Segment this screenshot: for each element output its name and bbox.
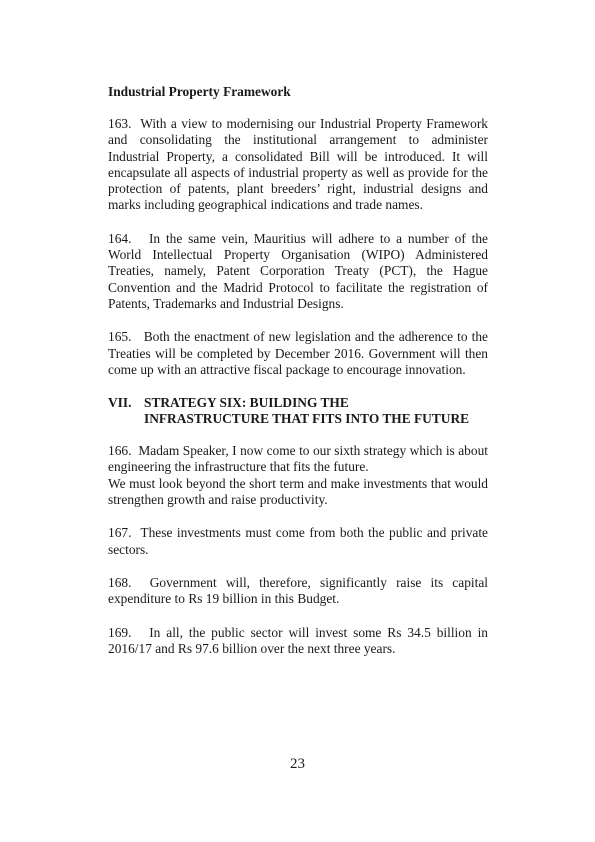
paragraph-168 [108, 575, 488, 608]
paragraph-number: 164. [108, 230, 132, 246]
paragraph-164 [108, 231, 488, 312]
chapter-title-line: INFRASTRUCTURE THAT FITS INTO THE FUTURE [144, 411, 470, 427]
paragraph-169 [108, 625, 488, 658]
paragraph-number: 167. [108, 525, 132, 541]
paragraph-number: 163. [108, 116, 132, 131]
paragraph-number: 169. [108, 624, 132, 640]
chapter-numeral: VII. [108, 395, 132, 411]
paragraph-text: We must look beyond the short term and make investments that would strengthen growth and raise productivity. [108, 475, 488, 508]
paragraph-text: Both the enactment of new legislation and the adherence to the Treaties will be completed by December 2016. Government will then come up with an attractive fiscal package to encourage innovation. [108, 329, 488, 377]
paragraph-167 [108, 525, 488, 558]
paragraph-text: These investments must come from both the public and private sectors. [108, 525, 488, 557]
paragraph-text: Government will, therefore, significantly raise its capital expenditure to Rs 19 billion in this Budget. [108, 574, 488, 607]
paragraph-text: With a view to modernising our Industrial Property Framework and consolidating the institutional arrangement to administer Industrial Property, a consolidated Bill will be introduced. It will encapsulate all aspects of industrial property as well as provide for the protection of patents, plant breeders’ right, industrial designs and marks including geographical indications and trade names. [108, 116, 488, 213]
paragraph-166 [108, 443, 488, 508]
paragraph-text: In all, the public sector will invest some Rs 34.5 billion in 2016/17 and Rs 97.6 billion over the next three years. [108, 624, 488, 656]
document-body [108, 84, 488, 674]
chapter-heading [108, 395, 488, 427]
paragraph-text: In the same vein, Mauritius will adhere to a number of the World Intellectual Property Organisation (WIPO) Administered Treaties, namely, Patent Corporation Treaty (PCT), the Hague Convention and the Madrid Protocol to facilitate the registration of Patents, Trademarks and Industrial Designs. [108, 230, 488, 311]
page-number: 23 [290, 756, 305, 772]
section-heading: Industrial Property Framework [108, 84, 291, 99]
paragraph-165 [108, 329, 488, 378]
chapter-title [144, 395, 488, 427]
paragraph-163 [108, 116, 488, 214]
paragraph-number: 165. [108, 329, 132, 345]
paragraph-number: 168. [108, 574, 132, 590]
paragraph-text: Madam Speaker, I now come to our sixth strategy which is about engineering the infrastructure that fits the future. [108, 443, 488, 475]
paragraph-number: 166. [108, 443, 132, 459]
chapter-title-line: STRATEGY SIX: BUILDING THE [144, 395, 349, 411]
